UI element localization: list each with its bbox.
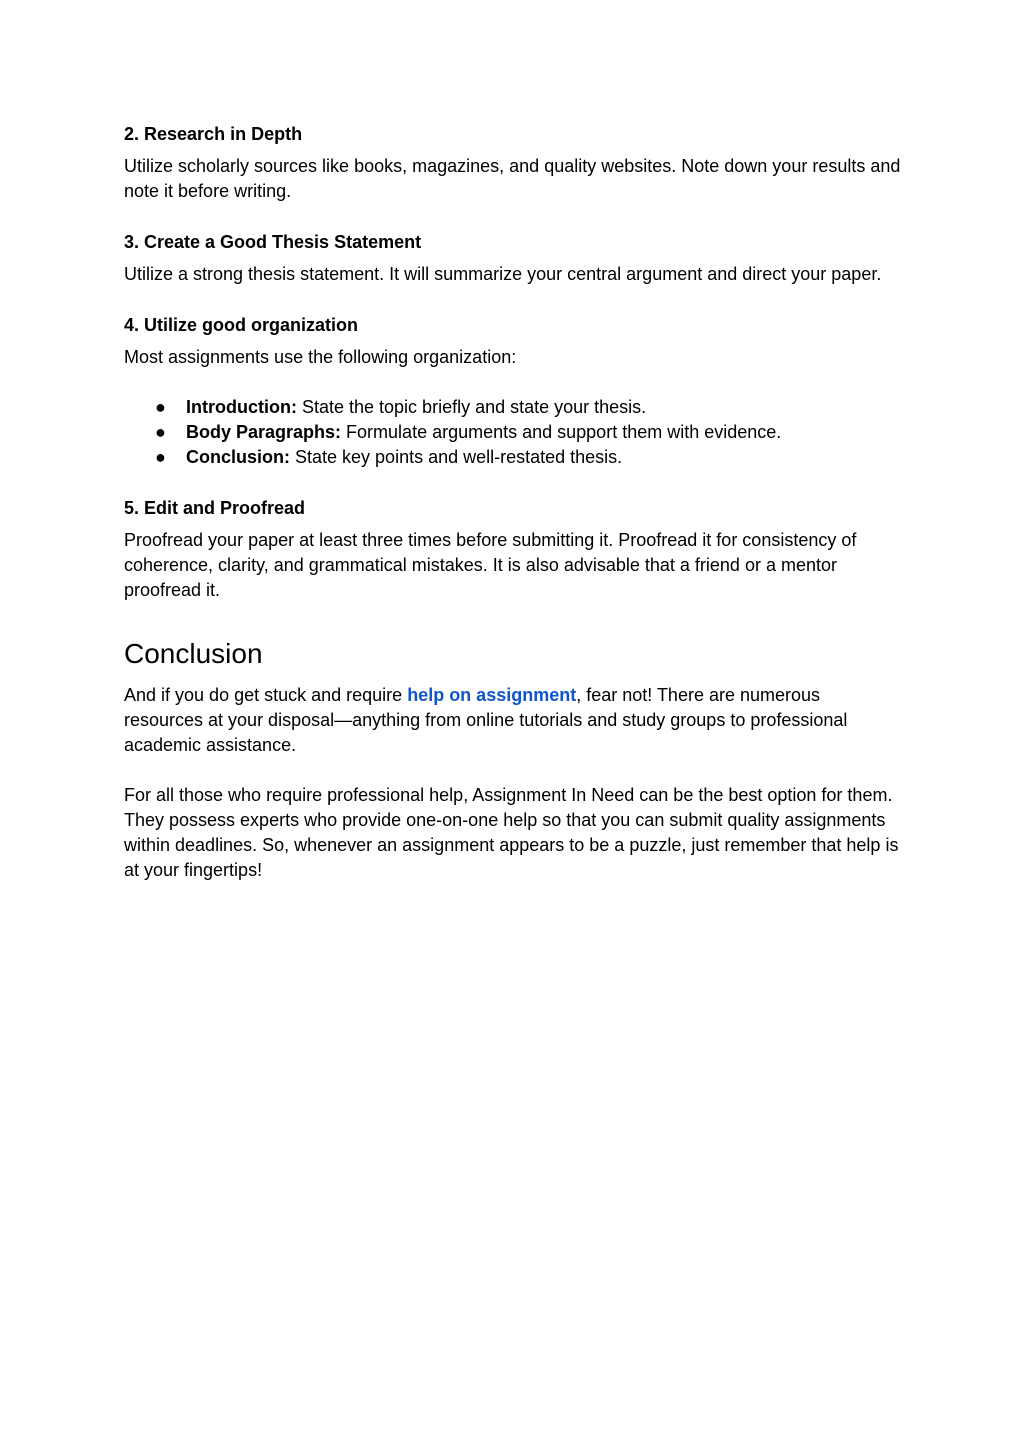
section-body: Proofread your paper at least three times before submitting it. Proofread it for consistency of coherence, clarity, and grammatical mistakes. It is also advisable that a friend or a mentor proofread it.	[124, 530, 857, 600]
list-item-text: State key points and well-restated thesis.	[290, 447, 623, 467]
list-item-text: Formulate arguments and support them with evidence.	[341, 422, 782, 442]
bullet-icon: ●	[155, 422, 166, 442]
list-item	[124, 445, 904, 470]
bullet-icon: ●	[155, 397, 166, 417]
list-item-term: Introduction:	[186, 397, 297, 417]
section-body: Utilize scholarly sources like books, magazines, and quality websites. Note down your results and note it before writing.	[124, 156, 901, 201]
section-heading: 5. Edit and Proofread	[124, 498, 306, 518]
list-item-term: Conclusion:	[186, 447, 290, 467]
section-thesis	[124, 230, 904, 287]
list-item-term: Body Paragraphs:	[186, 422, 342, 442]
organization-list	[124, 395, 904, 470]
section-heading: 3. Create a Good Thesis Statement	[124, 232, 422, 252]
help-on-assignment-link[interactable]: help on assignment	[407, 685, 577, 705]
section-body: Utilize a strong thesis statement. It will summarize your central argument and direct your paper.	[124, 264, 882, 284]
conclusion-text-after: , fear not! There are numerous resources at your disposal—anything from online tutorials and study groups to professional academic assistance.	[124, 685, 848, 755]
section-organization	[124, 313, 904, 470]
section-research	[124, 122, 904, 204]
section-proofread	[124, 496, 904, 603]
bullet-icon: ●	[155, 447, 166, 467]
conclusion-section	[124, 637, 904, 883]
conclusion-paragraph-2: For all those who require professional help, Assignment In Need can be the best option for them. They possess experts who provide one-on-one help so that you can submit quality assignments within deadlines. So, whenever an assignment appears to be a puzzle, just remember that help is at your fingertips!	[124, 785, 899, 880]
section-body: Most assignments use the following organization:	[124, 347, 517, 367]
list-item	[124, 395, 904, 420]
conclusion-text-before: And if you do get stuck and require	[124, 685, 408, 705]
document-page	[124, 122, 904, 883]
conclusion-paragraph	[124, 683, 904, 758]
conclusion-heading: Conclusion	[124, 638, 263, 669]
section-heading: 4. Utilize good organization	[124, 315, 358, 335]
list-item-text: State the topic briefly and state your thesis.	[296, 397, 647, 417]
section-heading: 2. Research in Depth	[124, 124, 303, 144]
list-item	[124, 420, 904, 445]
